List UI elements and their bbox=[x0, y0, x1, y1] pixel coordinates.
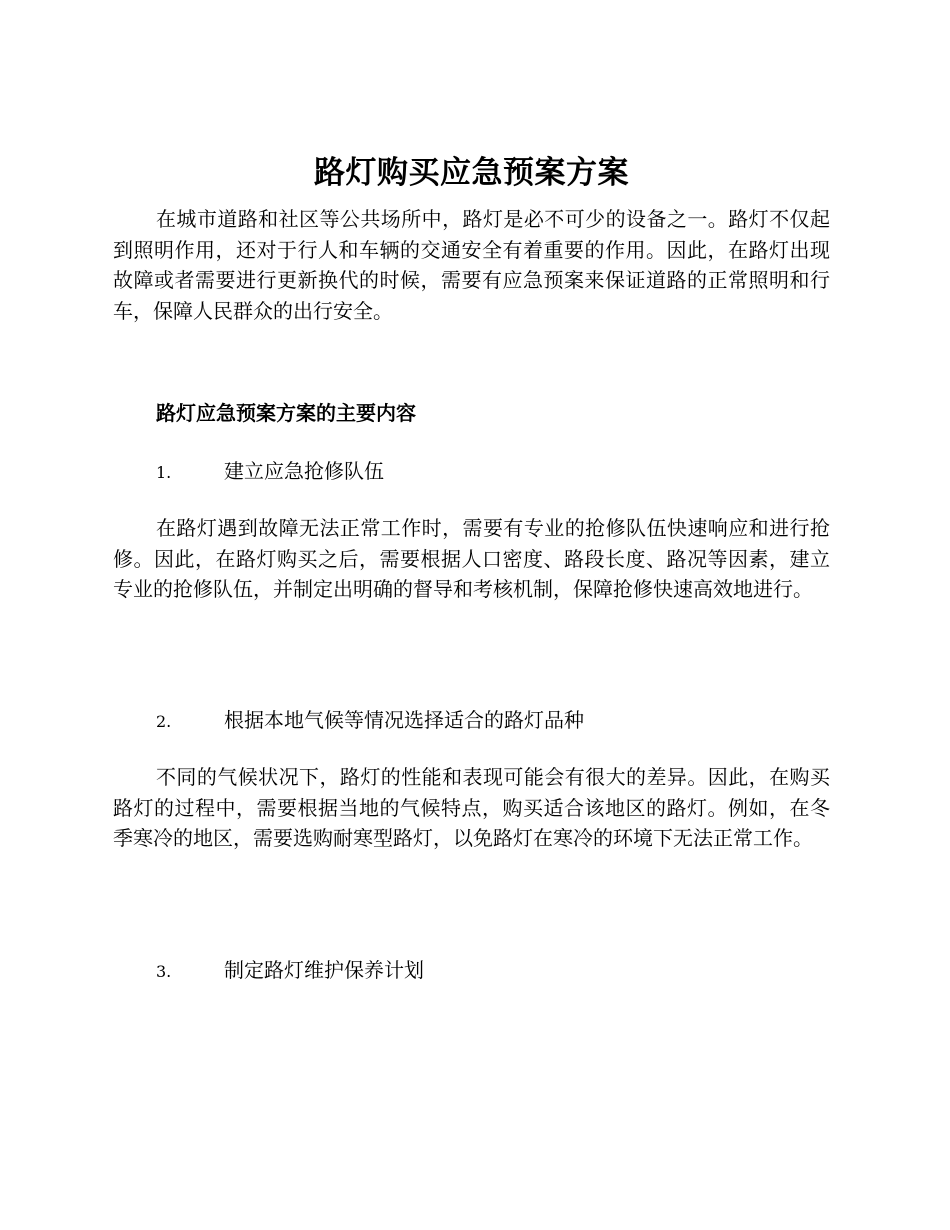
list-item-title: 制定路灯维护保养计划 bbox=[224, 958, 424, 982]
section-heading: 路灯应急预案方案的主要内容 bbox=[156, 401, 416, 425]
intro-paragraph: 在城市道路和社区等公共场所中，路灯是必不可少的设备之一。路灯不仅起到照明作用，还对于行人和车辆的交通安全有着重要的作用。因此，在路灯出现故障或者需要进行更新换代的时候，需要有应急预案来保证道路的正常照明和行车，保障人民群众的出行安全。 bbox=[113, 207, 830, 323]
list-item-1 bbox=[156, 456, 830, 488]
list-item-2 bbox=[156, 705, 830, 737]
item-1-paragraph: 在路灯遇到故障无法正常工作时，需要有专业的抢修队伍快速响应和进行抢修。因此，在路灯购买之后，需要根据人口密度、路段长度、路况等因素，建立专业的抢修队伍，并制定出明确的督导和考核机制，保障抢修快速高效地进行。 bbox=[113, 516, 830, 601]
list-item-3 bbox=[156, 955, 830, 987]
item-2-paragraph: 不同的气候状况下，路灯的性能和表现可能会有很大的差异。因此，在购买路灯的过程中，需要根据当地的气候特点，购买适合该地区的路灯。例如，在冬季寒冷的地区，需要选购耐寒型路灯，以免路灯在寒冷的环境下无法正常工作。 bbox=[113, 765, 830, 850]
list-number: 1. bbox=[156, 463, 172, 482]
list-item-title: 建立应急抢修队伍 bbox=[224, 459, 384, 483]
document-title: 路灯购买应急预案方案 bbox=[314, 155, 629, 191]
list-number: 3. bbox=[156, 962, 172, 981]
list-item-title: 根据本地气候等情况选择适合的路灯品种 bbox=[224, 708, 584, 732]
list-number: 2. bbox=[156, 712, 172, 731]
